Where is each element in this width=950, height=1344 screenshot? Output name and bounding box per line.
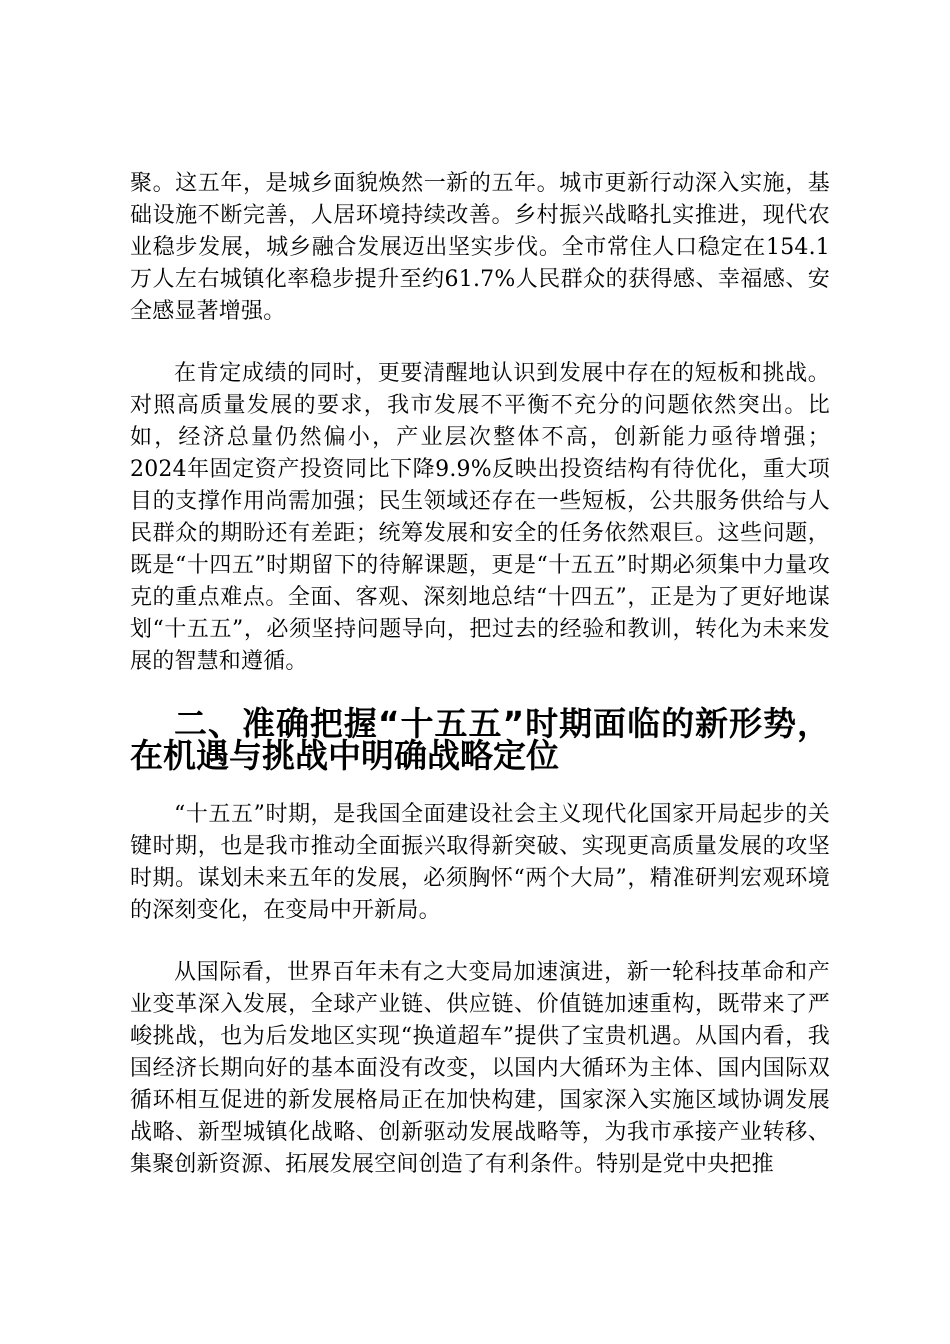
document-page <box>130 168 830 1211</box>
paragraph-period-intro: “十五五”时期，是我国全面建设社会主义现代化国家开局起步的关键时期，也是我市推动全面振兴取得新突破、实现更高质量发展的攻坚时期。谋划未来五年的发展，必须胸怀“两个大局”，精准研判宏观环境的深刻变化，在变局中开新局。 <box>130 802 830 923</box>
paragraph-continuation: 聚。这五年，是城乡面貌焕然一新的五年。城市更新行动深入实施，基础设施不断完善，人居环境持续改善。乡村振兴战略扎实推进，现代农业稳步发展，城乡融合发展迈出坚实步伐。全市常住人口稳定在154.1万人左右城镇化率稳步提升至约61.7%人民群众的获得感、幸福感、安全感显著增强。 <box>130 171 830 324</box>
section-heading: 二、准确把握“十五五”时期面临的新形势，在机遇与挑战中明确战略定位 <box>130 704 830 775</box>
paragraph-international-domestic: 从国际看，世界百年未有之大变局加速演进，新一轮科技革命和产业变革深入发展，全球产业链、供应链、价值链加速重构，既带来了严峻挑战，也为后发地区实现“换道超车”提供了宝贵机遇。从国内看，我国经济长期向好的基本面没有改变，以国内大循环为主体、国内国际双循环相互促进的新发展格局正在加快构建，国家深入实施区域协调发展战略、新型城镇化战略、创新驱动发展战略等，为我市承接产业转移、集聚创新资源、拓展发展空间创造了有利条件。特别是党中央把推 <box>130 960 830 1177</box>
paragraph-shortcomings: 在肯定成绩的同时，更要清醒地认识到发展中存在的短板和挑战。对照高质量发展的要求，我市发展不平衡不充分的问题依然突出。比如，经济总量仍然偏小，产业层次整体不高，创新能力亟待增强；2024年固定资产投资同比下降9.9%反映出投资结构有待优化，重大项目的支撑作用尚需加强；民生领域还存在一些短板，公共服务供给与人民群众的期盼还有差距；统筹发展和安全的任务依然艰巨。这些问题，既是“十四五”时期留下的待解课题，更是“十五五”时期必须集中力量攻克的重点难点。全面、客观、深刻地总结“十四五”，正是为了更好地谋划“十五五”，必须坚持问题导向，把过去的经验和教训，转化为未来发展的智慧和遵循。 <box>130 361 830 674</box>
